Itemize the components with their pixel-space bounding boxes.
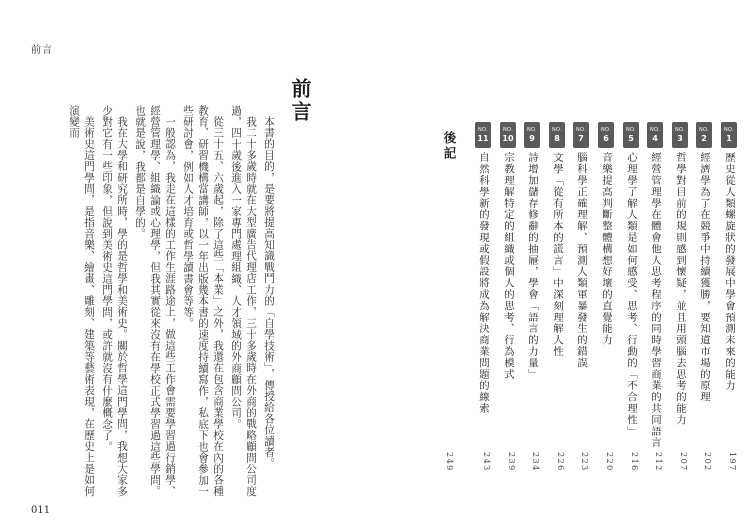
chapter-number-badge: NO. 11 <box>475 122 491 148</box>
toc-entry-text <box>623 152 639 437</box>
toc-page-ref: 234 <box>531 452 540 472</box>
toc-entry[interactable] <box>524 122 540 494</box>
preface-paragraph: 本書的目的，是要將提高知識戰鬥力的「自學技術」，傳授給各位讀者。 <box>263 115 275 469</box>
toc-entry-text <box>500 152 516 380</box>
toc-description: 對目前的規則感到懷疑，並且用頭腦去思考的能力 <box>674 174 686 426</box>
toc-page-ref: 202 <box>703 452 712 472</box>
toc-subject: 宗教 <box>502 152 514 175</box>
toc-subject: 心理學 <box>625 152 637 187</box>
toc-description: 提高判斷整體構想好壞的直覺能力 <box>600 174 612 346</box>
chapter-number-badge: NO. 5 <box>623 122 639 148</box>
chapter-number-badge: NO. 6 <box>598 122 614 148</box>
toc-page-ref: 223 <box>580 452 589 472</box>
toc-subject: 自然科學 <box>477 152 489 198</box>
toc-description: 正確理解、預測人類軍暴發生的錯誤 <box>575 186 587 369</box>
toc-entry[interactable] <box>721 122 737 494</box>
preface-paragraph: 美術史這門學問，是指音樂、繪畫、雕刻、建築等藝術表現，在歷史上是如何演變而 <box>68 105 95 497</box>
chapter-number-badge: NO. 2 <box>696 122 712 148</box>
toc-subject: 經濟學 <box>698 152 710 187</box>
toc-entry[interactable] <box>696 122 712 494</box>
toc-entry[interactable] <box>573 122 589 494</box>
toc-description: 新的發現或假設將成為解決商業問題的線索 <box>477 197 489 415</box>
toc-description: 從人類螺旋狀的發展中學會預測未來的能力 <box>723 174 735 392</box>
chapter-number-badge: NO. 4 <box>647 122 663 148</box>
toc-afterword[interactable]: 後記 <box>442 131 457 162</box>
toc-subject: 經營管理學 <box>649 152 661 209</box>
toc-entry-text <box>598 152 614 346</box>
toc-subject: 哲學 <box>674 152 686 175</box>
toc-subject: 歷史 <box>723 152 735 175</box>
toc-entry-text <box>696 152 712 403</box>
toc-description: 了解人類是如何感受、思考、行動的「不合理性」 <box>625 186 637 438</box>
preface-paragraph: 一般認為，我走在這樣的工作生涯路途上，做這些工作會需要學習過行銷學、經營管理學、組織論或心理學，但我其實從來沒有在學校正式學習過這些學問。也就是說，我都是自學的。 <box>134 105 176 497</box>
chapter-number-badge: NO. 9 <box>524 122 540 148</box>
toc-entry[interactable] <box>623 122 639 494</box>
preface-paragraph: 我在大學和研究所時，學的是哲學和美術史。關於哲學這門學問，我想大家多少對它有一些印象，但說到美術史這門學問，或許就沒有什麼概念了。 <box>101 105 128 497</box>
preface-body <box>52 105 276 501</box>
chapter-number-badge: NO. 1 <box>721 122 737 148</box>
toc-afterword-page: 249 <box>445 452 454 472</box>
toc-entry[interactable] <box>500 122 516 494</box>
toc-subject: 音樂 <box>600 152 612 175</box>
running-head: 前言 <box>31 45 53 56</box>
toc-subject: 文學 <box>551 152 563 175</box>
toc-entry-text <box>672 152 688 426</box>
toc-description: 在體會他人思考程序的同時學習商業的共同語言 <box>649 209 661 449</box>
toc-description: 為了在競爭中持續獲勝，要知道市場的原理 <box>698 186 710 403</box>
toc-page-ref: 239 <box>507 452 516 472</box>
toc-page-ref: 243 <box>482 452 491 472</box>
preface-paragraph: 從三十五、六歲起，除了這些「本業」之外，我還在包含商業學校在內的各種教育、研習機構當講師，以一年出版幾本書的速度持續寫作，私底下也會參加一些研討會，例如人才培育或哲學讀書會等等。 <box>182 105 224 497</box>
toc-page-ref: 207 <box>679 452 688 472</box>
toc-description: 理解特定的組織或個人的思考、行為模式 <box>502 174 514 381</box>
toc-entry-text <box>721 152 737 391</box>
toc-entry-text <box>647 152 663 448</box>
chapter-number-badge: NO. 3 <box>672 122 688 148</box>
toc-subject: 腦科學 <box>575 152 587 187</box>
toc-page-ref: 216 <box>630 452 639 472</box>
toc-entry[interactable] <box>549 122 565 494</box>
toc-entry[interactable] <box>475 122 491 494</box>
toc-entry-text <box>573 152 589 369</box>
toc-page-ref: 220 <box>605 452 614 472</box>
toc-subject: 詩 <box>526 152 538 164</box>
preface-paragraph: 我二十多歲時就在大型廣告代理店工作，三十多歲時在外商的戰略顧問公司度過，四十歲後進入一家專門處理組織、人才領域的外商顧問公司。 <box>230 105 257 497</box>
toc-description: 增加儲存修辭的抽屜，學會「語言的力量」 <box>526 163 538 381</box>
chapter-number-badge: NO. 8 <box>549 122 565 148</box>
page-number: 011 <box>31 505 51 516</box>
toc-entry-text <box>549 152 565 357</box>
chapter-number-badge: NO. 10 <box>500 122 516 148</box>
toc-description: 「從有所本的謊言」中深刻理解人性 <box>551 174 563 358</box>
preface-title: 前言 <box>288 78 312 124</box>
toc-entry-text <box>475 152 491 414</box>
toc-page-ref: 212 <box>654 452 663 472</box>
chapter-number-badge: NO. 7 <box>573 122 589 148</box>
toc-page-ref: 226 <box>556 452 565 472</box>
toc-entry[interactable] <box>647 122 663 494</box>
toc-page-ref: 197 <box>728 452 737 472</box>
toc-entry-text <box>524 152 540 380</box>
toc-entry[interactable] <box>672 122 688 494</box>
toc-entry[interactable] <box>598 122 614 494</box>
